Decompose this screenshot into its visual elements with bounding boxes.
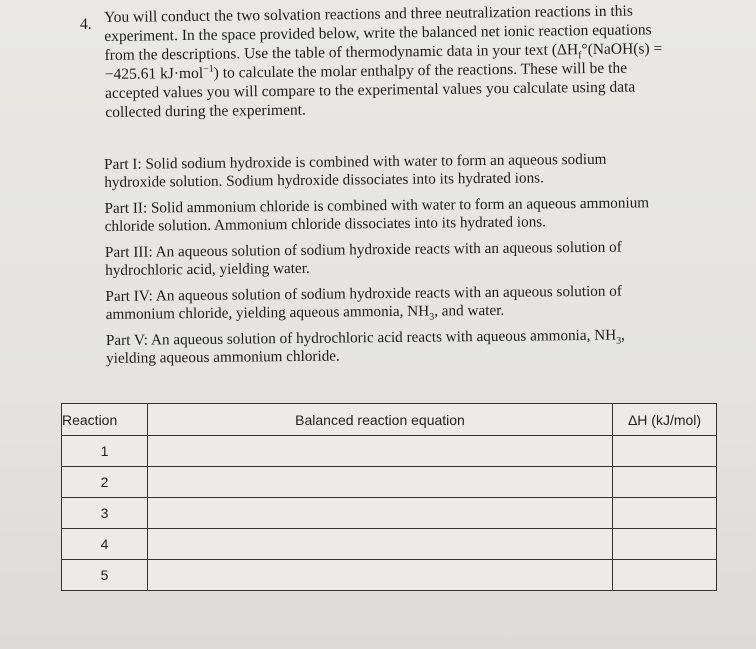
part-line-text: Part V: An aqueous solution of hydrochloric acid reacts with aqueous ammonia, NH [105,326,617,349]
table-row [62,498,717,529]
part-line: Part I: Solid sodium hydroxide is combined with water to form an aqueous sodium [104,150,607,173]
equation-cell[interactable] [148,529,613,560]
table-row [62,436,717,467]
part-line: yielding aqueous ammonium chloride. [106,347,340,367]
table-row [62,529,717,560]
intro-line-text: −425.61 kJ·mol [104,64,204,83]
intro-line: accepted values you will compare to the experimental values you calculate using data [104,78,636,102]
table-header-row [62,404,717,436]
delta-h-cell[interactable] [613,560,717,591]
part-4-description [105,281,735,324]
part-line-text: ammonium chloride, yielding aqueous ammonia, NH [105,302,430,323]
reaction-number: 2 [62,467,148,498]
delta-h-cell[interactable] [613,436,717,467]
part-2-description [104,193,734,236]
intro-line: collected during the experiment. [105,101,306,121]
table-row [62,560,717,591]
reaction-number: 3 [62,498,148,529]
part-line: Part III: An aqueous solution of sodium hydroxide reacts with an aqueous solution of [104,238,622,261]
intro-line: experiment. In the space provided below, write the balanced net ionic reaction equations [104,21,652,45]
subscript-3: 3 [616,335,622,347]
intro-line-text: ) to calculate the molar enthalpy of the reactions. These will be the [213,59,628,82]
superscript-minus-one: −1 [202,63,214,75]
header-delta-h: ΔH (kJ/mol) [613,404,717,436]
reaction-descriptions [104,149,736,376]
part-line: chloride solution. Ammonium chloride dissociates into its hydrated ions. [104,213,547,235]
intro-line-text: from the descriptions. Use the table of thermodynamic data in your text (ΔH [104,41,579,64]
question-instructions [104,0,735,122]
subscript-3: 3 [429,311,435,323]
part-1-description [104,149,734,192]
delta-h-cell[interactable] [613,498,717,529]
delta-h-cell[interactable] [613,529,717,560]
reaction-table [61,403,717,591]
part-5-description [106,325,736,368]
question-number: 4. [80,16,92,33]
part-line-text: , and water. [434,301,505,320]
part-line: hydroxide solution. Sodium hydroxide dissociates into its hydrated ions. [104,169,544,191]
equation-cell[interactable] [148,436,613,467]
part-line: Part II: Solid ammonium chloride is combined with water to form an aqueous ammonium [104,194,650,217]
part-line: Part IV: An aqueous solution of sodium hydroxide reacts with an aqueous solution of [105,282,622,305]
reaction-number: 5 [62,560,148,591]
equation-cell[interactable] [148,498,613,529]
part-3-description [105,237,735,280]
part-line: hydrochloric acid, yielding water. [105,259,310,279]
delta-h-cell[interactable] [613,467,717,498]
header-reaction: Reaction [62,404,148,436]
equation-cell[interactable] [148,467,613,498]
reaction-number: 4 [62,529,148,560]
table-row [62,467,717,498]
reaction-number: 1 [62,436,148,467]
part-line-text: , [621,326,626,344]
intro-line: You will conduct the two solvation reactions and three neutralization reactions in this [104,2,633,26]
equation-cell[interactable] [148,560,613,591]
intro-line-text: °(NaOH(s) = [581,40,663,59]
header-balanced-equation: Balanced reaction equation [148,404,613,436]
subscript-f: f [578,50,582,62]
